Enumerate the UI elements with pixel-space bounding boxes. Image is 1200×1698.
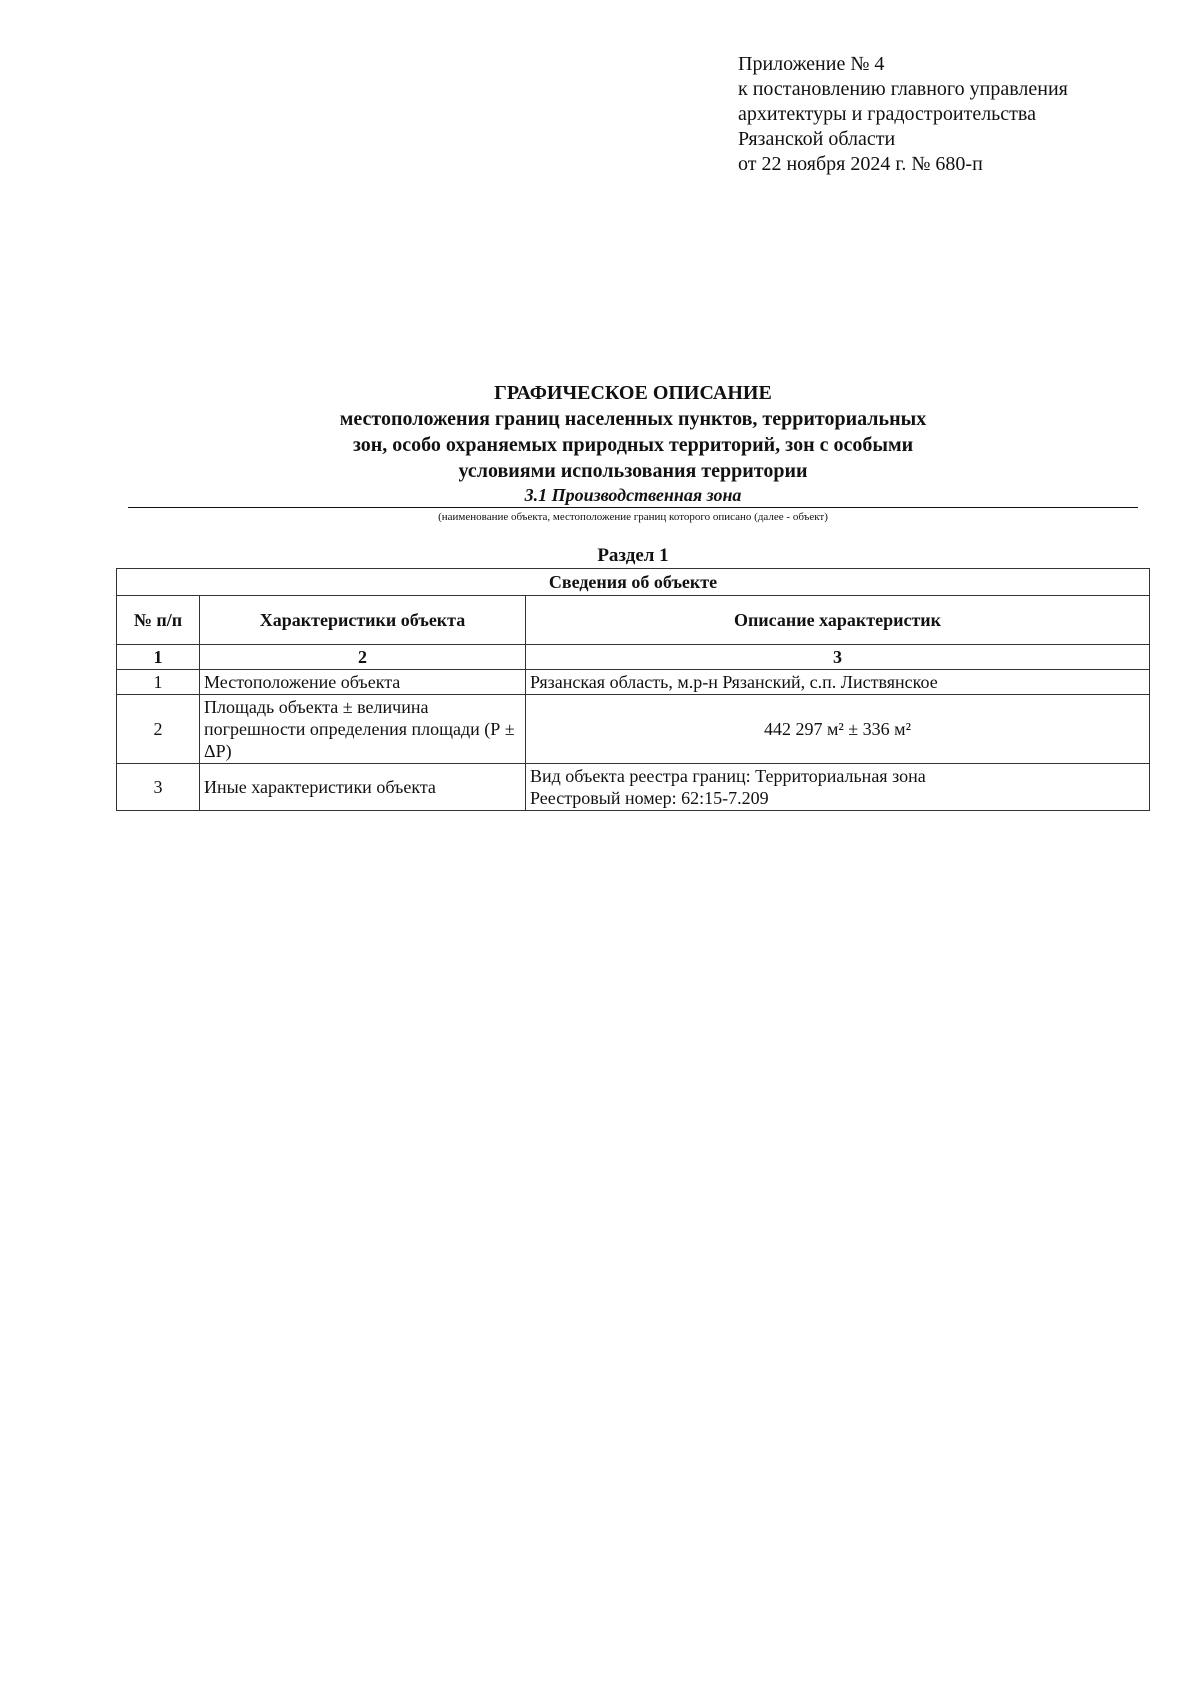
appendix-line-2: к постановлению главного управления	[738, 78, 1068, 100]
header-description: Описание характеристик	[526, 596, 1150, 645]
document-subtitle-line-2: зон, особо охраняемых природных территорий, зон с особыми	[352, 434, 914, 456]
appendix-block	[738, 52, 1158, 177]
document-subtitle-line-3: условиями использования территории	[458, 460, 808, 482]
table-header-row	[117, 596, 1150, 645]
appendix-line-3: архитектуры и градостроительства	[738, 103, 1036, 125]
header-num: № п/п	[117, 596, 200, 645]
object-caption: (наименование объекта, местоположение границ которого описано (далее - объект)	[438, 511, 828, 523]
row-characteristic: Иные характеристики объекта	[200, 764, 526, 811]
row-num: 3	[117, 764, 200, 811]
column-number-2: 2	[200, 645, 526, 670]
column-number-3: 3	[526, 645, 1150, 670]
appendix-line-4: Рязанской области	[738, 128, 896, 150]
row-description	[526, 670, 1150, 695]
row-num: 1	[117, 670, 200, 695]
row-description-line-1: Рязанская область, м.р-н Рязанский, с.п. Листвянское	[530, 672, 938, 692]
table-heading-row	[117, 569, 1150, 596]
object-name: 3.1 Производственная зона	[524, 485, 742, 505]
column-number-1: 1	[117, 645, 200, 670]
appendix-line-5: от 22 ноября 2024 г. № 680-п	[738, 153, 983, 175]
appendix-line-1: Приложение № 4	[738, 53, 885, 75]
table-row	[117, 670, 1150, 695]
table-heading: Сведения об объекте	[117, 569, 1150, 596]
document-title-block	[128, 380, 1138, 524]
document-title: ГРАФИЧЕСКОЕ ОПИСАНИЕ	[494, 382, 772, 404]
table-row	[117, 695, 1150, 764]
row-description	[526, 764, 1150, 811]
header-characteristics: Характеристики объекта	[200, 596, 526, 645]
row-description-line-1: Вид объекта реестра границ: Территориальная зона	[530, 766, 926, 786]
object-info-table	[116, 568, 1150, 811]
table-row	[117, 764, 1150, 811]
row-characteristic: Местоположение объекта	[200, 670, 526, 695]
document-subtitle-line-1: местоположения границ населенных пунктов, территориальных	[339, 408, 927, 430]
section-title: Раздел 1	[597, 545, 669, 566]
row-description-line-2: Реестровый номер: 62:15-7.209	[530, 788, 769, 808]
row-description-line-1: 442 297 м² ± 336 м²	[764, 719, 911, 739]
object-name-underline	[128, 507, 1138, 508]
column-number-row	[117, 645, 1150, 670]
row-num: 2	[117, 695, 200, 764]
row-description	[526, 695, 1150, 764]
row-characteristic: Площадь объекта ± величина погрешности определения площади (Р ± ΔР)	[200, 695, 526, 764]
